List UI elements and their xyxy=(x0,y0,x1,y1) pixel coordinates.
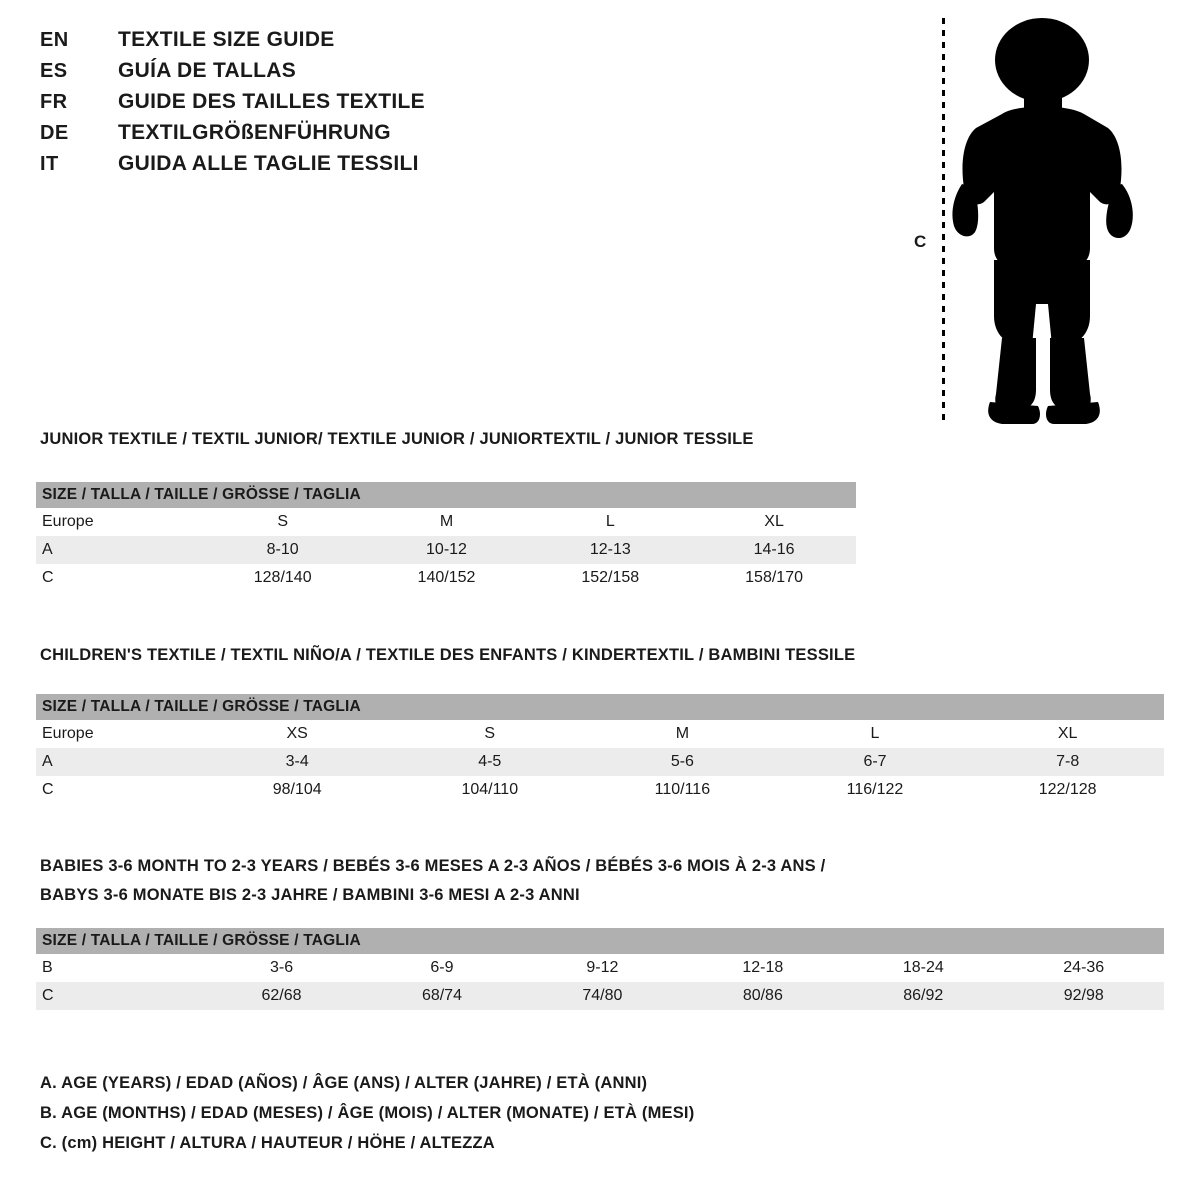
babies-c-4: 86/92 xyxy=(843,982,1003,1010)
legend-line-b: B. AGE (MONTHS) / EDAD (MESES) / ÂGE (MOIS) / ALTER (MONATE) / ETÀ (MESI) xyxy=(40,1104,695,1122)
title-text-es: GUÍA DE TALLAS xyxy=(118,59,297,82)
junior-row-c-label: C xyxy=(36,564,201,592)
children-c-3: 116/122 xyxy=(779,776,972,804)
babies-c-1: 68/74 xyxy=(362,982,522,1010)
title-row-de xyxy=(40,121,660,152)
junior-c-3: 158/170 xyxy=(692,564,856,592)
section-title-babies-line2: BABYS 3-6 MONATE BIS 2-3 JAHRE / BAMBINI 3-6 MESI A 2-3 ANNI xyxy=(40,886,580,904)
children-c-1: 104/110 xyxy=(393,776,586,804)
children-size-table xyxy=(36,694,1164,804)
table-row xyxy=(36,564,856,592)
babies-c-5: 92/98 xyxy=(1004,982,1165,1010)
title-row-es xyxy=(40,59,660,90)
title-text-de: TEXTILGRÖßENFÜHRUNG xyxy=(118,121,391,144)
table-row xyxy=(36,982,1164,1010)
junior-a-2: 12-13 xyxy=(528,536,692,564)
title-text-it: GUIDA ALLE TAGLIE TESSILI xyxy=(118,152,419,175)
babies-b-4: 18-24 xyxy=(843,954,1003,982)
table-row xyxy=(36,536,856,564)
height-measurement-figure xyxy=(880,10,1180,430)
title-text-fr: GUIDE DES TAILLES TEXTILE xyxy=(118,90,425,113)
junior-band-label: SIZE / TALLA / TAILLE / GRÖSSE / TAGLIA xyxy=(36,482,856,508)
children-europe-1: S xyxy=(393,720,586,748)
junior-c-0: 128/140 xyxy=(201,564,365,592)
babies-b-3: 12-18 xyxy=(683,954,843,982)
babies-band-label: SIZE / TALLA / TAILLE / GRÖSSE / TAGLIA xyxy=(36,928,1164,954)
children-europe-4: XL xyxy=(971,720,1164,748)
children-a-3: 6-7 xyxy=(779,748,972,776)
children-row-a-label: A xyxy=(36,748,201,776)
title-row-it xyxy=(40,152,660,183)
measurement-label-c: C xyxy=(914,232,927,251)
babies-c-3: 80/86 xyxy=(683,982,843,1010)
babies-c-2: 74/80 xyxy=(522,982,682,1010)
title-text-en: TEXTILE SIZE GUIDE xyxy=(118,28,335,51)
babies-row-b-label: B xyxy=(36,954,201,982)
table-row xyxy=(36,508,856,536)
children-a-1: 4-5 xyxy=(393,748,586,776)
junior-europe-2: L xyxy=(528,508,692,536)
lang-code-es: ES xyxy=(40,60,68,82)
children-europe-0: XS xyxy=(201,720,394,748)
section-title-children: CHILDREN'S TEXTILE / TEXTIL NIÑO/A / TEXTILE DES ENFANTS / KINDERTEXTIL / BAMBINI TESSILE xyxy=(40,646,856,664)
babies-size-table xyxy=(36,928,1164,1010)
junior-row-a-label: A xyxy=(36,536,201,564)
children-row-europe-label: Europe xyxy=(36,720,201,748)
children-c-2: 110/116 xyxy=(586,776,779,804)
child-silhouette-icon xyxy=(940,16,1150,433)
children-row-c-label: C xyxy=(36,776,201,804)
junior-c-2: 152/158 xyxy=(528,564,692,592)
legend-block xyxy=(40,1068,694,1158)
junior-size-table xyxy=(36,482,856,592)
babies-b-5: 24-36 xyxy=(1004,954,1165,982)
babies-b-2: 9-12 xyxy=(522,954,682,982)
children-europe-2: M xyxy=(586,720,779,748)
children-c-0: 98/104 xyxy=(201,776,394,804)
children-band-label: SIZE / TALLA / TAILLE / GRÖSSE / TAGLIA xyxy=(36,694,1164,720)
title-block xyxy=(40,28,660,183)
children-a-0: 3-4 xyxy=(201,748,394,776)
junior-europe-0: S xyxy=(201,508,365,536)
legend-line-c: C. (cm) HEIGHT / ALTURA / HAUTEUR / HÖHE / ALTEZZA xyxy=(40,1134,495,1152)
junior-europe-3: XL xyxy=(692,508,856,536)
babies-table-band xyxy=(36,928,1164,954)
table-row xyxy=(36,776,1164,804)
babies-b-1: 6-9 xyxy=(362,954,522,982)
junior-a-3: 14-16 xyxy=(692,536,856,564)
lang-code-de: DE xyxy=(40,122,69,144)
section-title-babies-line1: BABIES 3-6 MONTH TO 2-3 YEARS / BEBÉS 3-6 MESES A 2-3 AÑOS / BÉBÉS 3-6 MOIS À 2-3 ANS / xyxy=(40,857,826,875)
children-a-2: 5-6 xyxy=(586,748,779,776)
title-row-en xyxy=(40,28,660,59)
junior-table-band xyxy=(36,482,856,508)
table-row xyxy=(36,748,1164,776)
legend-line-a: A. AGE (YEARS) / EDAD (AÑOS) / ÂGE (ANS) / ALTER (JAHRE) / ETÀ (ANNI) xyxy=(40,1074,648,1092)
section-title-junior: JUNIOR TEXTILE / TEXTIL JUNIOR/ TEXTILE JUNIOR / JUNIORTEXTIL / JUNIOR TESSILE xyxy=(40,430,754,448)
children-c-4: 122/128 xyxy=(971,776,1164,804)
junior-a-0: 8-10 xyxy=(201,536,365,564)
lang-code-it: IT xyxy=(40,153,59,175)
babies-c-0: 62/68 xyxy=(201,982,361,1010)
children-a-4: 7-8 xyxy=(971,748,1164,776)
table-row xyxy=(36,954,1164,982)
junior-row-europe-label: Europe xyxy=(36,508,201,536)
lang-code-en: EN xyxy=(40,29,69,51)
children-europe-3: L xyxy=(779,720,972,748)
junior-a-1: 10-12 xyxy=(365,536,529,564)
children-table-band xyxy=(36,694,1164,720)
junior-c-1: 140/152 xyxy=(365,564,529,592)
babies-row-c-label: C xyxy=(36,982,201,1010)
title-row-fr xyxy=(40,90,660,121)
junior-europe-1: M xyxy=(365,508,529,536)
babies-b-0: 3-6 xyxy=(201,954,361,982)
lang-code-fr: FR xyxy=(40,91,68,113)
table-row xyxy=(36,720,1164,748)
